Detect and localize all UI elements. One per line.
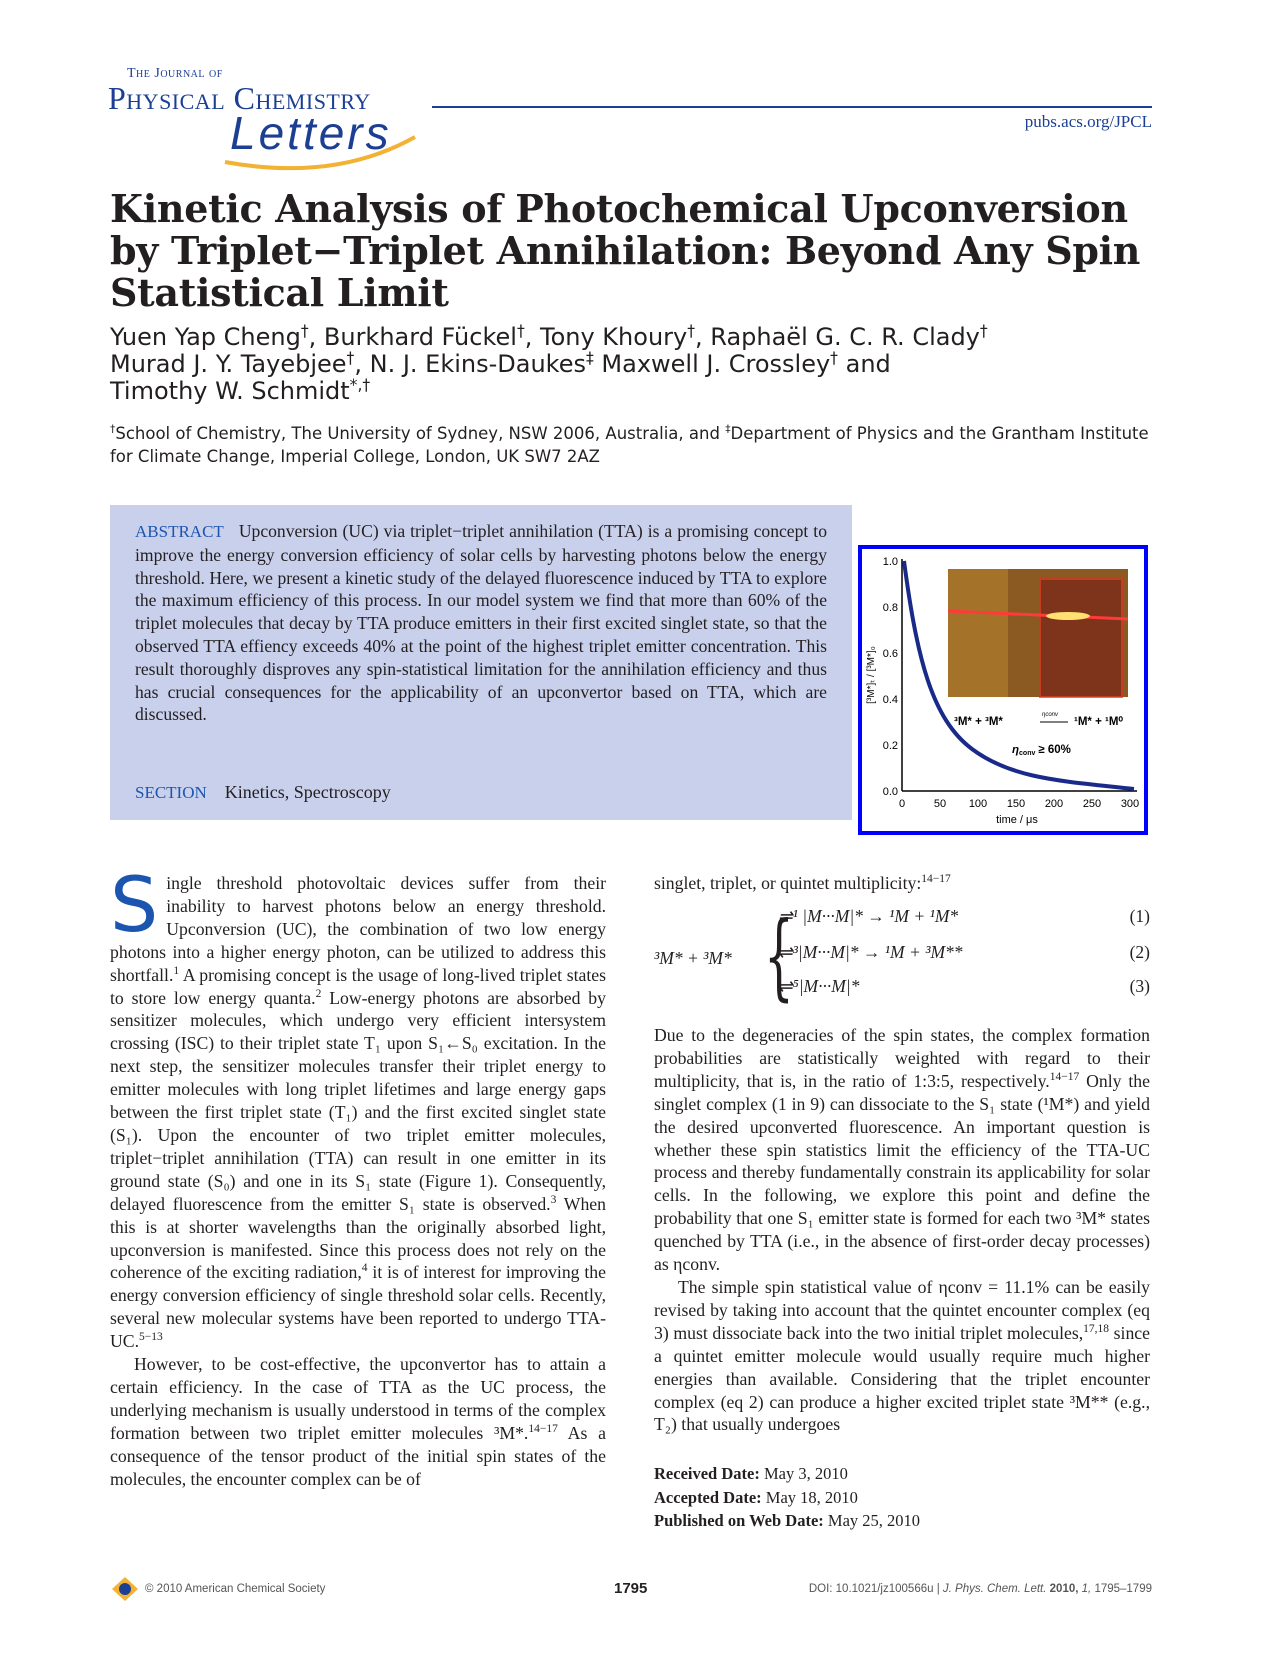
author: Burkhard Fückel — [323, 323, 517, 351]
x-axis-label: time / μs — [996, 814, 1038, 826]
arrow-label: ηconv — [1042, 712, 1059, 718]
doi-citation: DOI: 10.1021/jz100566u | J. Phys. Chem. Lett. 2010, 1, 1795–1799 — [808, 1583, 1152, 1595]
x-tick-label: 0 — [898, 798, 906, 810]
affiliations: †School of Chemistry, The University of Sydney, NSW 2006, Australia, and ‡Department of Physics and the Grantham Institute for Climate Change, Imperial College, London, UK SW7 2AZ — [110, 422, 1149, 466]
author: Raphaël G. C. R. Clady — [710, 323, 980, 351]
x-ticks — [899, 798, 1139, 810]
decay-plot — [862, 549, 1144, 831]
section-label: SECTION — [135, 783, 207, 802]
article-title: Kinetic Analysis of Photochemical Upconversion by Triplet−Triplet Annihilation: Beyond Any Spin Statistical Limit — [110, 186, 1141, 315]
author: Tony Khoury — [540, 323, 688, 351]
eta-label: ηconv ≥ 60% — [1012, 744, 1071, 757]
accepted-date: May 18, 2010 — [765, 1487, 858, 1507]
equation-number: (2) — [1129, 942, 1150, 962]
equation-brace: { — [764, 902, 794, 1011]
x-tick-label: 300 — [1120, 798, 1140, 810]
page-number: 1795 — [614, 1580, 648, 1597]
published-date: May 25, 2010 — [827, 1511, 921, 1530]
reaction-reactants: ³M* + ³M* — [954, 716, 1003, 728]
copyright: © 2010 American Chemical Society — [145, 1583, 326, 1595]
received-date: May 3, 2010 — [763, 1464, 848, 1483]
x-tick-label: 50 — [933, 798, 947, 810]
body-column-2 — [654, 872, 1150, 895]
x-tick-label: 250 — [1082, 798, 1102, 810]
author: Maxwell J. Crossley — [601, 350, 831, 378]
equation-1: ⇌¹ |M···M|* → ¹M + ¹M* — [778, 906, 959, 926]
equation-2: ⇌³|M···M|* → ¹M + ³M** — [778, 942, 963, 962]
author-list: Yuen Yap Cheng†, Burkhard Fückel†, Tony Khoury†, Raphaël G. C. R. Clady† Murad J. Y. Tayebjee†, N. J. Ekins-Daukes‡ Maxwell J. Crossley† and Timothy W. Schmidt*,† — [110, 322, 988, 405]
section-line — [135, 782, 391, 803]
abstract-label: ABSTRACT — [135, 522, 224, 541]
journal-name-letters: Letters — [230, 107, 392, 159]
y-ticks — [883, 556, 898, 798]
y-tick-label: 1.0 — [882, 556, 898, 568]
journal-name-small: The Journal of — [127, 66, 223, 81]
author: Murad J. Y. Tayebjee — [110, 350, 347, 378]
y-tick-label: 0.0 — [882, 786, 898, 798]
x-tick-label: 200 — [1044, 798, 1064, 810]
y-tick-label: 0.4 — [882, 694, 898, 706]
paragraph: Single threshold photovoltaic devices suffer from their inability to harvest photons below an energy threshold. Upconversion (UC), the combination of two low energy photons into a higher energy photon, can be utilized to address this shortfall.$^1$ A promising concept is the usage of long-lived triplet states to store low energy quanta.$^2$ Low-energy photons are absorbed by sensitizer molecules, which undergo very efficient intersystem crossing (ISC) to their triplet state T₁ upon S₁←S₀ excitation. In the next step, the sensitizer molecules transfer their triplet energy to emitter molecules with long triplet lifetimes and large energy gaps between the first triplet state (T₁) and the first excited singlet state (S₁). Upon the encounter of two triplet emitter molecules, triplet−triplet annihilation (TTA) can result in one emitter in its ground state (S₀) and one in its S₁ state (Figure 1). Consequently, delayed fluorescence from the emitter S₁ state is observed.$^3$ When this is at shorter wavelengths than the originally absorbed light, upconversion is manifested. Since this process does not rely on the coherence of the exciting radiation,$^4$ it is of interest for improving the energy conversion efficiency of single threshold solar cells. Recently, several new molecular systems have been reported to undergo TTA-UC.$^{5-13}$ — [110, 860, 606, 1352]
author: N. J. Ekins-Daukes — [369, 350, 586, 378]
y-tick-label: 0.6 — [882, 648, 898, 660]
body-column-1 — [110, 860, 606, 1490]
paragraph: However, to be cost-effective, the upconvertor has to attain a certain efficiency. In the case of TTA as the UC process, the underlying mechanism is usually understood in terms of the complex formation between two triplet emitter molecules ³M*.$^{14-17}$ As a consequence of the tensor product of the initial spin states of the molecules, the encounter complex can be of — [110, 1354, 606, 1489]
paragraph: singlet, triplet, or quintet multiplicity:$^{14-17}$ — [654, 873, 951, 893]
dropcap: S — [110, 860, 159, 949]
article-dates: Received Date: May 3, 2010 Accepted Date: May 18, 2010 Published on Web Date: May 25, 2010 — [654, 1464, 921, 1530]
equation-number: (3) — [1129, 976, 1150, 996]
y-tick-label: 0.8 — [882, 602, 898, 614]
x-tick-label: 150 — [1006, 798, 1026, 810]
section-text: Kinetics, Spectroscopy — [224, 782, 391, 802]
paragraph: The simple spin statistical value of ηconv = 11.1% can be easily revised by taking into account that the quintet encounter complex (eq 3) must dissociate back into the two initial triplet molecules,$^{17,18}$ since a quintet emitter molecule would usually require much higher energies than available. Considering that the triplet encounter complex (eq 2) can produce a higher excited triplet state ³M** (e.g., T₂) that usually undergoes — [654, 1276, 1151, 1435]
reaction-products: ¹M* + ¹M⁰ — [1074, 716, 1124, 728]
header-rule — [432, 106, 1152, 108]
y-tick-label: 0.2 — [882, 740, 898, 752]
author: Yuen Yap Cheng — [110, 323, 301, 351]
acs-logo-icon — [110, 1575, 140, 1603]
abstract-text: ABSTRACT Upconversion (UC) via triplet−triplet annihilation (TTA) is a promising concept to improve the energy conversion efficiency of solar cells by harvesting photons below the energy threshold. Here, we present a kinetic study of the delayed fluorescence induced by TTA to explore the maximum efficiency of this process. In our model system we find that more than 60% of the triplet molecules that decay by TTA produce emitters in their first excited singlet state, so that the observed TTA effiency exceeds 40% at the point of the highest triplet emitter concentration. This result thoroughly disproves any spin-statistical limitation for the annihilation efficiency and thus has crucial consequences for the applicability of an upconvertor based on TTA, which are discussed. — [135, 521, 827, 725]
journal-url[interactable]: pubs.acs.org/JPCL — [1024, 112, 1152, 131]
y-axis-label: [³M*]ₜ / [³M*]₀ — [866, 646, 877, 704]
toc-figure — [858, 545, 1148, 835]
equation-number: (1) — [1129, 906, 1150, 926]
equation-block — [654, 902, 1150, 1012]
equation-lhs: ³M* + ³M* — [654, 948, 732, 968]
x-tick-label: 100 — [968, 798, 988, 810]
equation-3: ⇌⁵|M···M|* — [778, 976, 860, 996]
author: Timothy W. Schmidt — [110, 377, 350, 405]
paragraph: Due to the degeneracies of the spin states, the complex formation probabilities are statistically weighted with regard to their multiplicity, that is, in the ratio of 1:3:5, respectively.$^{14-17}$ Only the singlet complex (1 in 9) can dissociate to the S₁ state (¹M*) and yield the desired upconverted fluorescence. An important question is whether these spin statistics limit the efficiency of the TTA-UC process and thereby fundamentally constrain its applicability for solar cells. In the following, we explore this point and define the probability that one S₁ emitter state is formed for each two ³M* states quenched by TTA (i.e., in the absence of first-order decay processes) as ηconv. — [654, 1025, 1151, 1275]
journal-name-big: Physical Chemistry — [108, 80, 371, 116]
body-column-2-continued — [654, 1024, 1150, 1436]
